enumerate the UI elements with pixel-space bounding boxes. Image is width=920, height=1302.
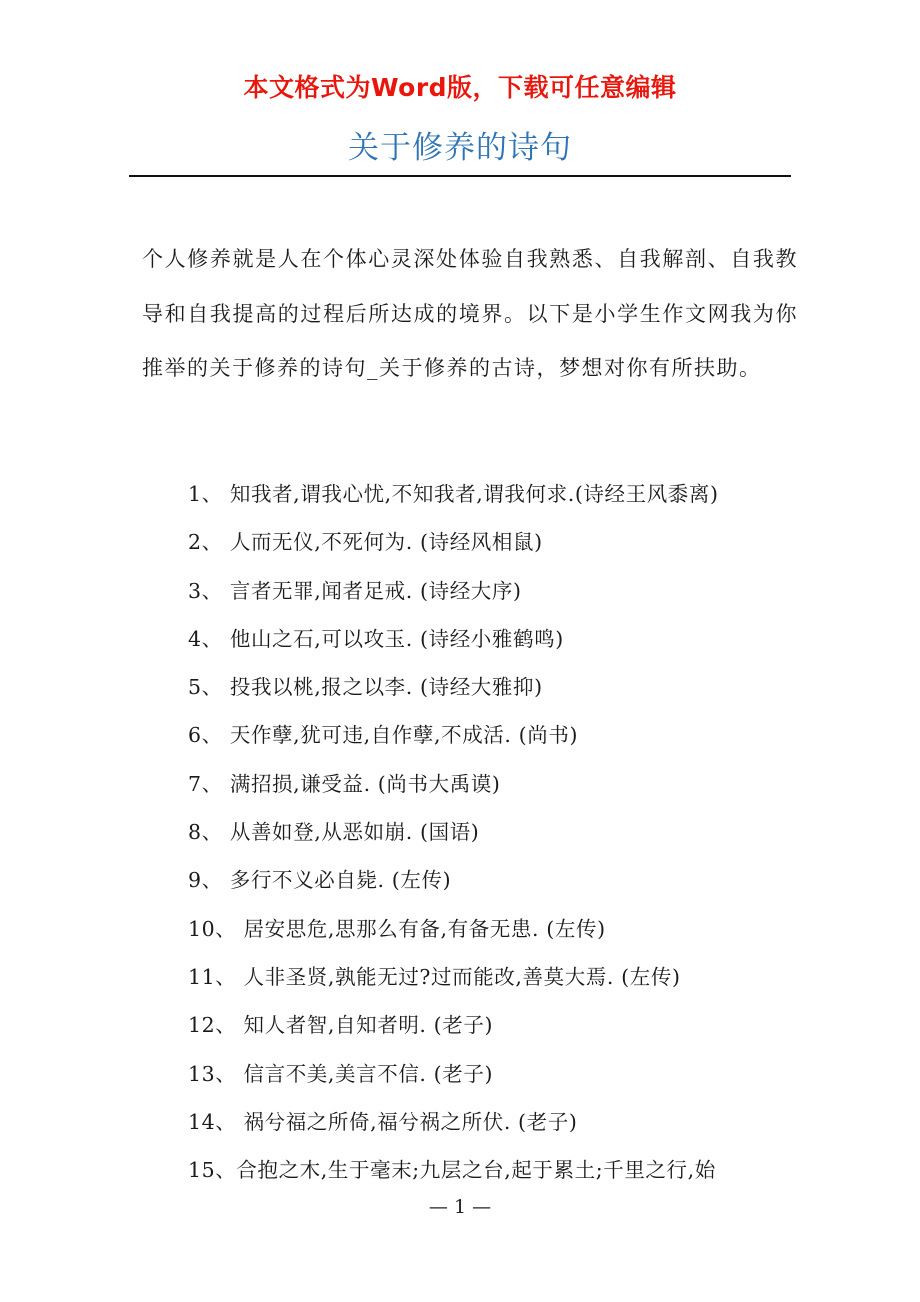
quote-item: 15、合抱之木,生于毫末;九层之台,起于累土;千里之行,始 bbox=[188, 1158, 716, 1183]
quote-item: 11、 人非圣贤,孰能无过?过而能改,善莫大焉. (左传) bbox=[188, 964, 681, 989]
quote-item: 7、 满招损,谦受益. (尚书大禹谟) bbox=[188, 771, 501, 796]
intro-paragraph bbox=[142, 232, 798, 396]
intro-text: 个人修养就是人在个体心灵深处体验自我熟悉、自我解剖、自我教导和自我提高的过程后所达成的境界。以下是小学生作文网我为你推举的关于修养的诗句_关于修养的古诗，梦想对你有所扶助。 bbox=[142, 247, 798, 380]
quote-item: 2、 人而无仪,不死何为. (诗经风相鼠) bbox=[188, 530, 543, 555]
quote-item: 12、 知人者智,自知者明. (老子) bbox=[188, 1013, 494, 1038]
quote-item: 13、 信言不美,美言不信. (老子) bbox=[188, 1061, 494, 1086]
title-divider bbox=[129, 175, 791, 177]
word-format-banner: 本文格式为Word版，下载可任意编辑 bbox=[243, 73, 677, 102]
quote-item: 3、 言者无罪,闻者足戒. (诗经大序) bbox=[188, 578, 522, 603]
quote-item: 14、 祸兮福之所倚,福兮祸之所伏. (老子) bbox=[188, 1109, 578, 1134]
quote-list bbox=[188, 474, 719, 1198]
page-title: 关于修养的诗句 bbox=[348, 130, 572, 166]
quote-item: 4、 他山之石,可以攻玉. (诗经小雅鹤鸣) bbox=[188, 626, 564, 651]
quote-item: 8、 从善如登,从恶如崩. (国语) bbox=[188, 820, 480, 845]
quote-item: 1、 知我者,谓我心忧,不知我者,谓我何求.(诗经王风黍离) bbox=[188, 482, 719, 506]
quote-item: 6、 天作孽,犹可违,自作孽,不成活. (尚书) bbox=[188, 723, 579, 748]
page-number: — 1 — bbox=[428, 1196, 492, 1218]
quote-item: 5、 投我以桃,报之以李. (诗经大雅抑) bbox=[188, 675, 543, 700]
quote-item: 9、 多行不义必自毙. (左传) bbox=[188, 868, 452, 893]
quote-item: 10、 居安思危,思那么有备,有备无患. (左传) bbox=[188, 916, 606, 941]
